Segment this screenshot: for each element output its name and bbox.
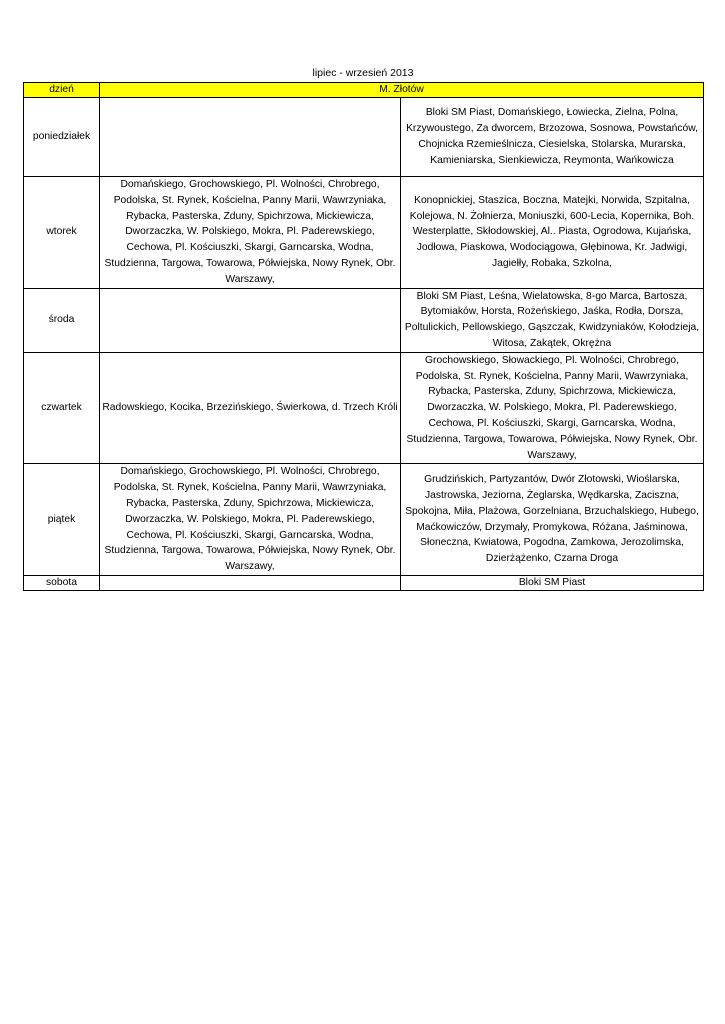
table-row-wtorek — [24, 177, 704, 289]
streets-cell-b: Grochowskiego, Słowackiego, Pl. Wolności, Chrobrego, Podolska, St. Rynek, Kościelna, Panny Marii, Wawrzyniaka, Rybacka, Pasterska, Zduny, Spichrzowa, Mickiewicza, Dworzaczka, W. Polskiego, Mokra, Pl. Paderewskiego, Cechowa, Pl. Kościuszki, Skargi, Garncarska, Wodna, Studzienna, Targowa, Towarowa, Półwiejska, Nowy Rynek, Obr. Warszawy, — [401, 352, 704, 464]
streets-cell-a — [100, 575, 401, 590]
table-row-poniedzialek — [24, 98, 704, 177]
day-cell: poniedziałek — [24, 98, 100, 177]
streets-cell-a — [100, 98, 401, 177]
day-cell: sobota — [24, 575, 100, 590]
streets-cell-b: Bloki SM Piast, Leśna, Wielatowska, 8-go Marca, Bartosza, Bytomiaków, Horsta, Rożeńskiego, Jaśka, Rodła, Dorsza, Poltulickich, Pellowskiego, Gąszczak, Kwidzyniaków, Kołodzieja, Witosa, Zakątek, Okrężna — [401, 288, 704, 352]
streets-cell-b: Grudzińskich, Partyzantów, Dwór Złotowski, Wioślarska, Jastrowska, Jeziorna, Żeglarska, Wędkarska, Zaciszna, Spokojna, Miła, Plażowa, Gorzelniana, Brzuchalskiego, Hubego, Maćkowiczów, Drzymały, Promykowa, Różana, Jaśminowa, Słoneczna, Kwiatowa, Pogodna, Zamkowa, Jerozolimska, Dzierżążenko, Czarna Droga — [401, 464, 704, 576]
day-cell: środa — [24, 288, 100, 352]
streets-cell-b: Bloki SM Piast, Domańskiego, Łowiecka, Zielna, Polna, Krzywoustego, Za dworcem, Brzozowa, Sosnowa, Powstańców, Chojnicka Rzemieślnicza, Ciesielska, Stolarska, Murarska, Kamieniarska, Sienkiewicza, Reymonta, Wańkowicza — [401, 98, 704, 177]
table-row-sroda — [24, 288, 704, 352]
day-cell: czwartek — [24, 352, 100, 464]
collection-schedule-table — [23, 82, 704, 591]
page-title: lipiec - wrzesień 2013 — [312, 67, 414, 79]
streets-cell-a: Radowskiego, Kocika, Brzezińskiego, Świerkowa, d. Trzech Króli — [100, 352, 401, 464]
streets-cell-a — [100, 288, 401, 352]
table-header-row — [24, 83, 704, 98]
table-row-piatek — [24, 464, 704, 576]
header-day: dzień — [24, 83, 100, 98]
streets-cell-b: Konopnickiej, Staszica, Boczna, Matejki, Norwida, Szpitalna, Kolejowa, N. Żołnierza, Moniuszki, 600-Lecia, Kopernika, Boh. Westerplatte, Skłodowskiej, Al.. Piasta, Ogrodowa, Kujańska, Jodłowa, Piaskowa, Wodociągowa, Głębinowa, Kr. Jadwigi, Jagiełły, Robaka, Szkolna, — [401, 177, 704, 289]
table-row-czwartek — [24, 352, 704, 464]
table-row-sobota — [24, 575, 704, 590]
streets-cell-a: Domańskiego, Grochowskiego, Pl. Wolności, Chrobrego, Podolska, St. Rynek, Kościelna, Panny Marii, Wawrzyniaka, Rybacka, Pasterska, Zduny, Spichrzowa, Mickiewicza, Dworzaczka, W. Polskiego, Mokra, Pl. Paderewskiego, Cechowa, Pl. Kościuszki, Skargi, Garncarska, Wodna, Studzienna, Targowa, Towarowa, Półwiejska, Nowy Rynek, Obr. Warszawy, — [100, 177, 401, 289]
header-area: M. Złotów — [100, 83, 704, 98]
day-cell: piątek — [24, 464, 100, 576]
streets-cell-b: Bloki SM Piast — [401, 575, 704, 590]
day-cell: wtorek — [24, 177, 100, 289]
streets-cell-a: Domańskiego, Grochowskiego, Pl. Wolności, Chrobrego, Podolska, St. Rynek, Kościelna, Panny Marii, Wawrzyniaka, Rybacka, Pasterska, Zduny, Spichrzowa, Mickiewicza, Dworzaczka, W. Polskiego, Mokra, Pl. Paderewskiego, Cechowa, Pl. Kościuszki, Skargi, Garncarska, Wodna, Studzienna, Targowa, Towarowa, Półwiejska, Nowy Rynek, Obr. Warszawy, — [100, 464, 401, 576]
